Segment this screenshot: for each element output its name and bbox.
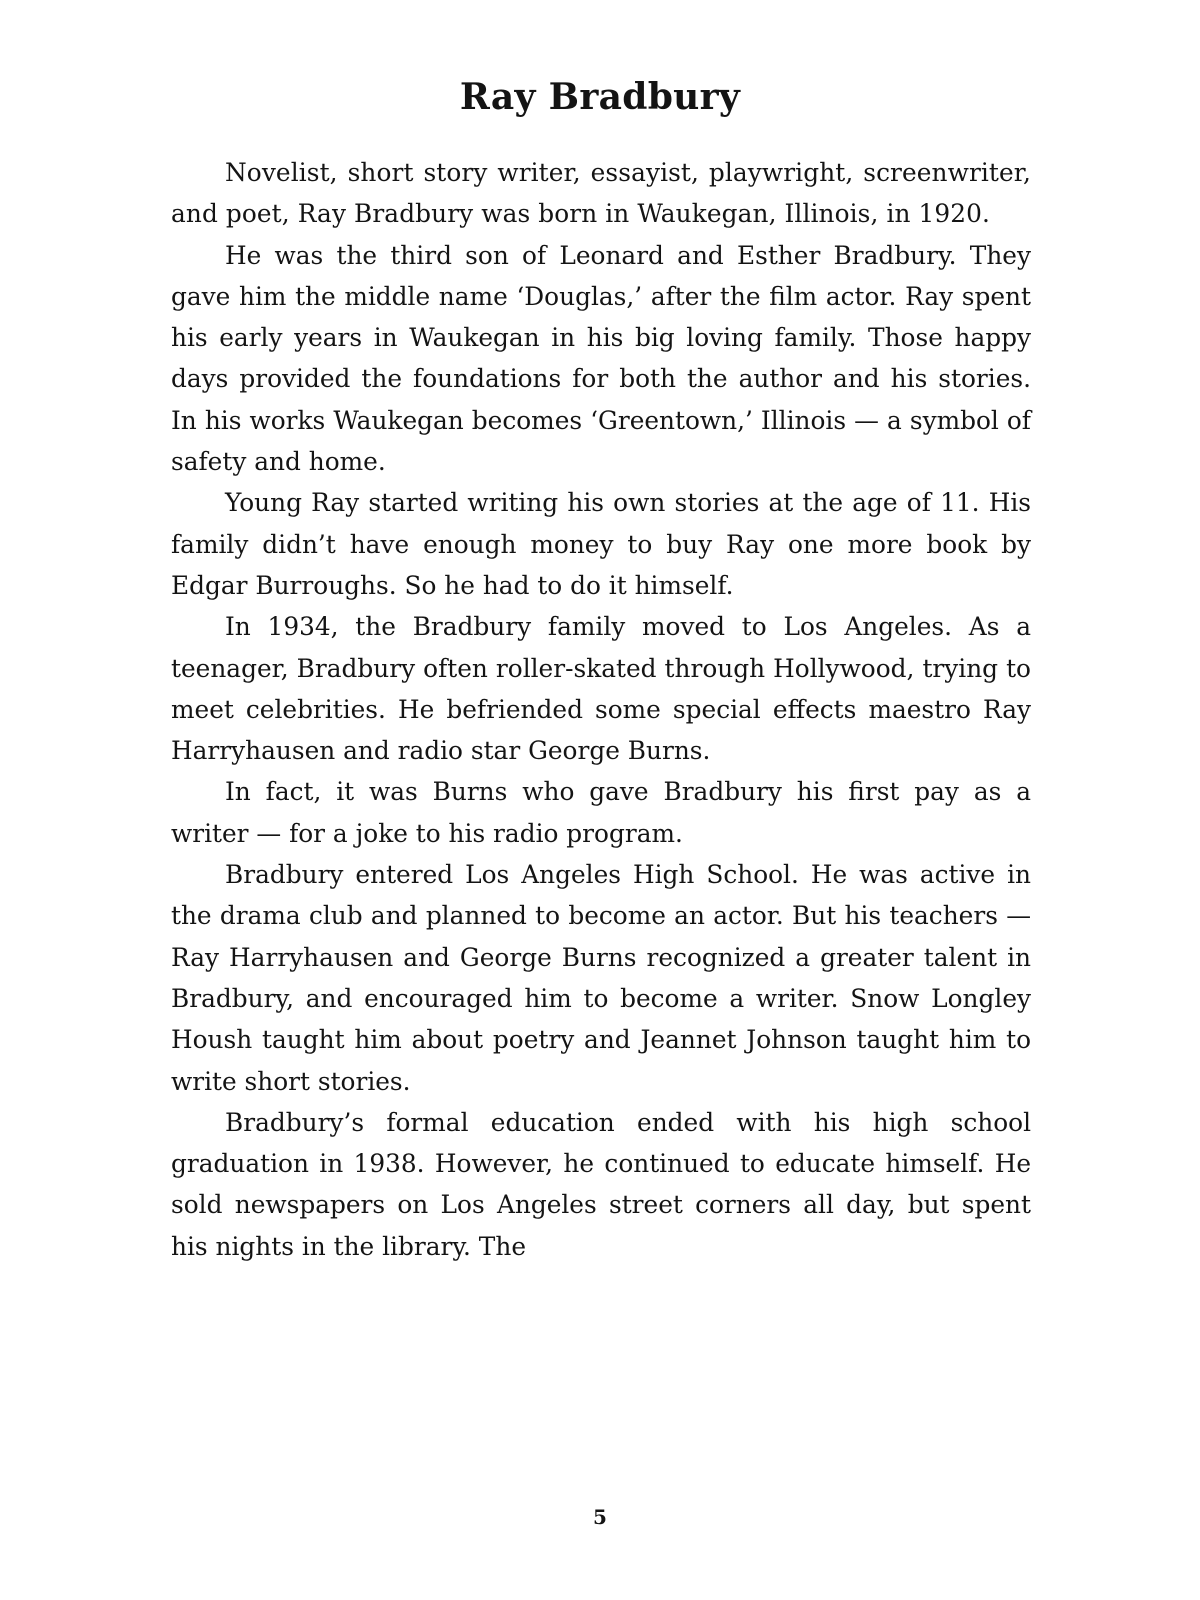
paragraph-2: He was the third son of Leonard and Esther Bradbury. They gave him the middle name ‘Douglas,’ after the film actor. Ray spent his early years in Waukegan in his big loving family. Those happy days provided the foundations for both the author and his stories. In his works Waukegan becomes ‘Greentown,’ Illinois — a symbol of safety and home.: [171, 240, 1031, 477]
paragraph-1: Novelist, short story writer, essayist, playwright, screenwriter, and poet, Ray Bradbury was born in Waukegan, Illinois, in 1920.: [171, 158, 1031, 229]
page-number: 5: [593, 1505, 607, 1529]
paragraph-5: In fact, it was Burns who gave Bradbury his first pay as a writer — for a joke to his radio program.: [171, 777, 1031, 848]
paragraph-7: Bradbury’s formal education ended with his high school graduation in 1938. However, he continued to educate himself. He sold newspapers on Los Angeles street corners all day, but spent his nights in the library. The: [171, 1107, 1031, 1261]
body-text: [171, 152, 1031, 1267]
page-title: Ray Bradbury: [459, 76, 741, 118]
paragraph-4: In 1934, the Bradbury family moved to Los Angeles. As a teenager, Bradbury often roller-skated through Hollywood, trying to meet celebrities. He befriended some special effects maestro Ray Harryhausen and radio star George Burns.: [171, 612, 1031, 766]
paragraph-6: Bradbury entered Los Angeles High School. He was active in the drama club and planned to become an actor. But his teachers — Ray Harryhausen and George Burns recognized a greater talent in Bradbury, and encouraged him to become a writer. Snow Longley Housh taught him about poetry and Jeannet Johnson taught him to write short stories.: [171, 860, 1031, 1096]
paragraph-3: Young Ray started writing his own stories at the age of 11. His family didn’t have enough money to buy Ray one more book by Edgar Burroughs. So he had to do it himself.: [171, 488, 1031, 600]
